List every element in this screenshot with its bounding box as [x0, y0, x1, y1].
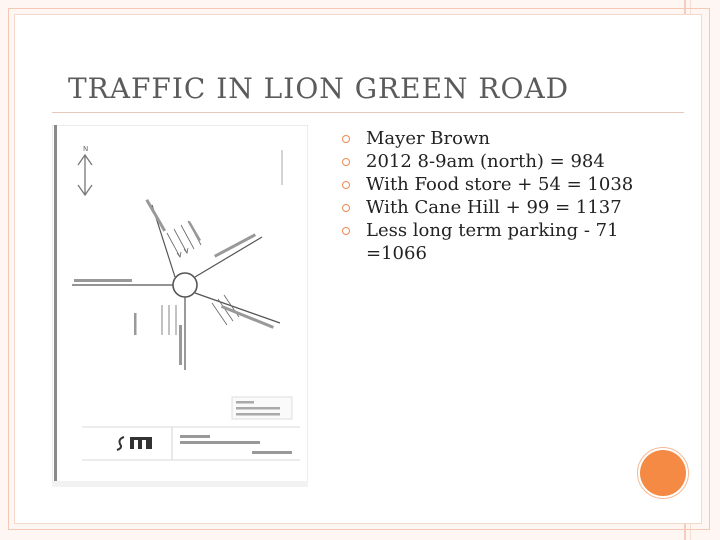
bullet-list: [340, 128, 640, 266]
bullet-text: Less long term parking - 71 =1066: [366, 220, 619, 264]
bullet-text: With Cane Hill + 99 = 1137: [366, 197, 622, 218]
bullet-item: [340, 220, 640, 265]
decorative-orange-circle: [640, 450, 686, 496]
bullet-text: With Food store + 54 = 1038: [366, 174, 634, 195]
svg-text:N: N: [83, 145, 89, 153]
slide-title: TRAFFIC IN LION GREEN ROAD: [68, 72, 570, 105]
bullet-text: 2012 8-9am (north) = 984: [366, 151, 605, 172]
bullet-text: Mayer Brown: [366, 128, 490, 149]
bullet-item: [340, 197, 640, 220]
bullet-icon: [342, 204, 350, 212]
bullet-icon: [342, 158, 350, 166]
title-divider: [52, 112, 684, 113]
bullet-icon: [342, 135, 350, 143]
traffic-diagram-image: [52, 125, 308, 487]
bullet-item: [340, 174, 640, 197]
bullet-item: [340, 151, 640, 174]
bullet-icon: [342, 227, 350, 235]
bullet-icon: [342, 181, 350, 189]
bullet-item: [340, 128, 640, 151]
